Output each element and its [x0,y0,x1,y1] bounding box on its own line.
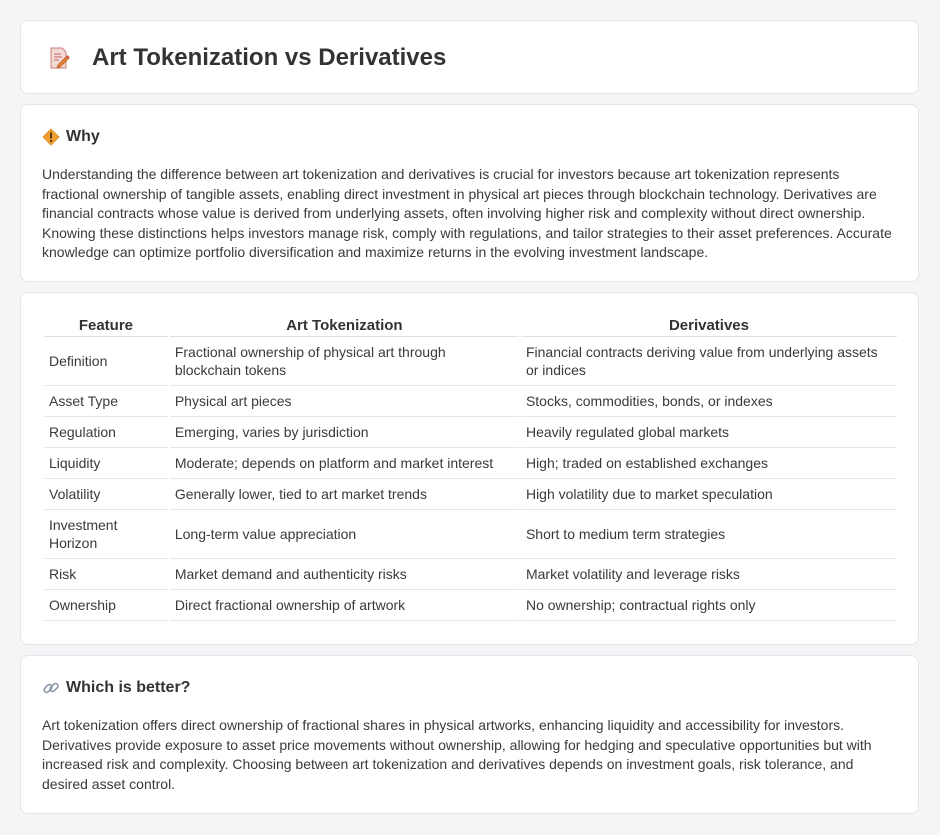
derivatives-cell: Stocks, commodities, bonds, or indexes [521,386,897,417]
art-tokenization-cell: Market demand and authenticity risks [170,559,519,590]
derivatives-cell: No ownership; contractual rights only [521,590,897,621]
column-header: Art Tokenization [170,315,519,337]
better-heading-label: Which is better? [66,679,191,696]
table-row [44,448,897,479]
edit-document-icon [47,46,71,70]
table-row [44,417,897,448]
link-icon [42,679,60,697]
feature-cell: Regulation [44,417,168,448]
comparison-table-section [20,292,919,645]
table-row [44,510,897,559]
why-heading-label: Why [66,128,100,145]
feature-cell: Liquidity [44,448,168,479]
art-tokenization-cell: Long-term value appreciation [170,510,519,559]
diamond-warning-icon [42,128,60,146]
header-card [20,20,919,94]
art-tokenization-cell: Direct fractional ownership of artwork [170,590,519,621]
feature-cell: Investment Horizon [44,510,168,559]
why-heading [42,127,100,147]
derivatives-cell: Market volatility and leverage risks [521,559,897,590]
art-tokenization-cell: Physical art pieces [170,386,519,417]
better-heading [42,678,190,698]
derivatives-cell: High; traded on established exchanges [521,448,897,479]
table-row [44,559,897,590]
column-header: Derivatives [521,315,897,337]
art-tokenization-cell: Emerging, varies by jurisdiction [170,417,519,448]
why-text: Understanding the difference between art tokenization and derivatives is crucial for investors because art tokenization represents fractional ownership of tangible assets, enabling direct investment in physical art pieces through blockchain technology. Derivatives are financial contracts whose value is derived from underlying assets, often involving higher risk and complexity without direct ownership. Knowing these distinctions helps investors manage risk, comply with regulations, and tailor strategies to their asset preferences. Accurate knowledge can optimize portfolio diversification and maximize returns in the evolving investment landscape. [42,166,892,260]
table-row [44,337,897,386]
table-row [44,386,897,417]
feature-cell: Ownership [44,590,168,621]
comparison-table [42,315,899,621]
art-tokenization-cell: Fractional ownership of physical art through blockchain tokens [170,337,519,386]
table-row [44,590,897,621]
derivatives-cell: High volatility due to market speculation [521,479,897,510]
feature-cell: Volatility [44,479,168,510]
table-header-row [44,315,897,337]
page-title: Art Tokenization vs Derivatives [92,44,447,71]
derivatives-cell: Financial contracts deriving value from underlying assets or indices [521,337,897,386]
feature-cell: Definition [44,337,168,386]
better-text: Art tokenization offers direct ownership of fractional shares in physical artworks, enhancing liquidity and accessibility for investors. Derivatives provide exposure to asset price movements without ownership, allowing for hedging and speculative opportunities but with increased risk and complexity. Choosing between art tokenization and derivatives depends on investment goals, risk tolerance, and desired asset control. [42,717,872,792]
which-is-better-section [20,655,919,814]
table-row [44,479,897,510]
column-header: Feature [44,315,168,337]
feature-cell: Risk [44,559,168,590]
why-section [20,104,919,282]
derivatives-cell: Short to medium term strategies [521,510,897,559]
derivatives-cell: Heavily regulated global markets [521,417,897,448]
feature-cell: Asset Type [44,386,168,417]
art-tokenization-cell: Generally lower, tied to art market trends [170,479,519,510]
art-tokenization-cell: Moderate; depends on platform and market interest [170,448,519,479]
